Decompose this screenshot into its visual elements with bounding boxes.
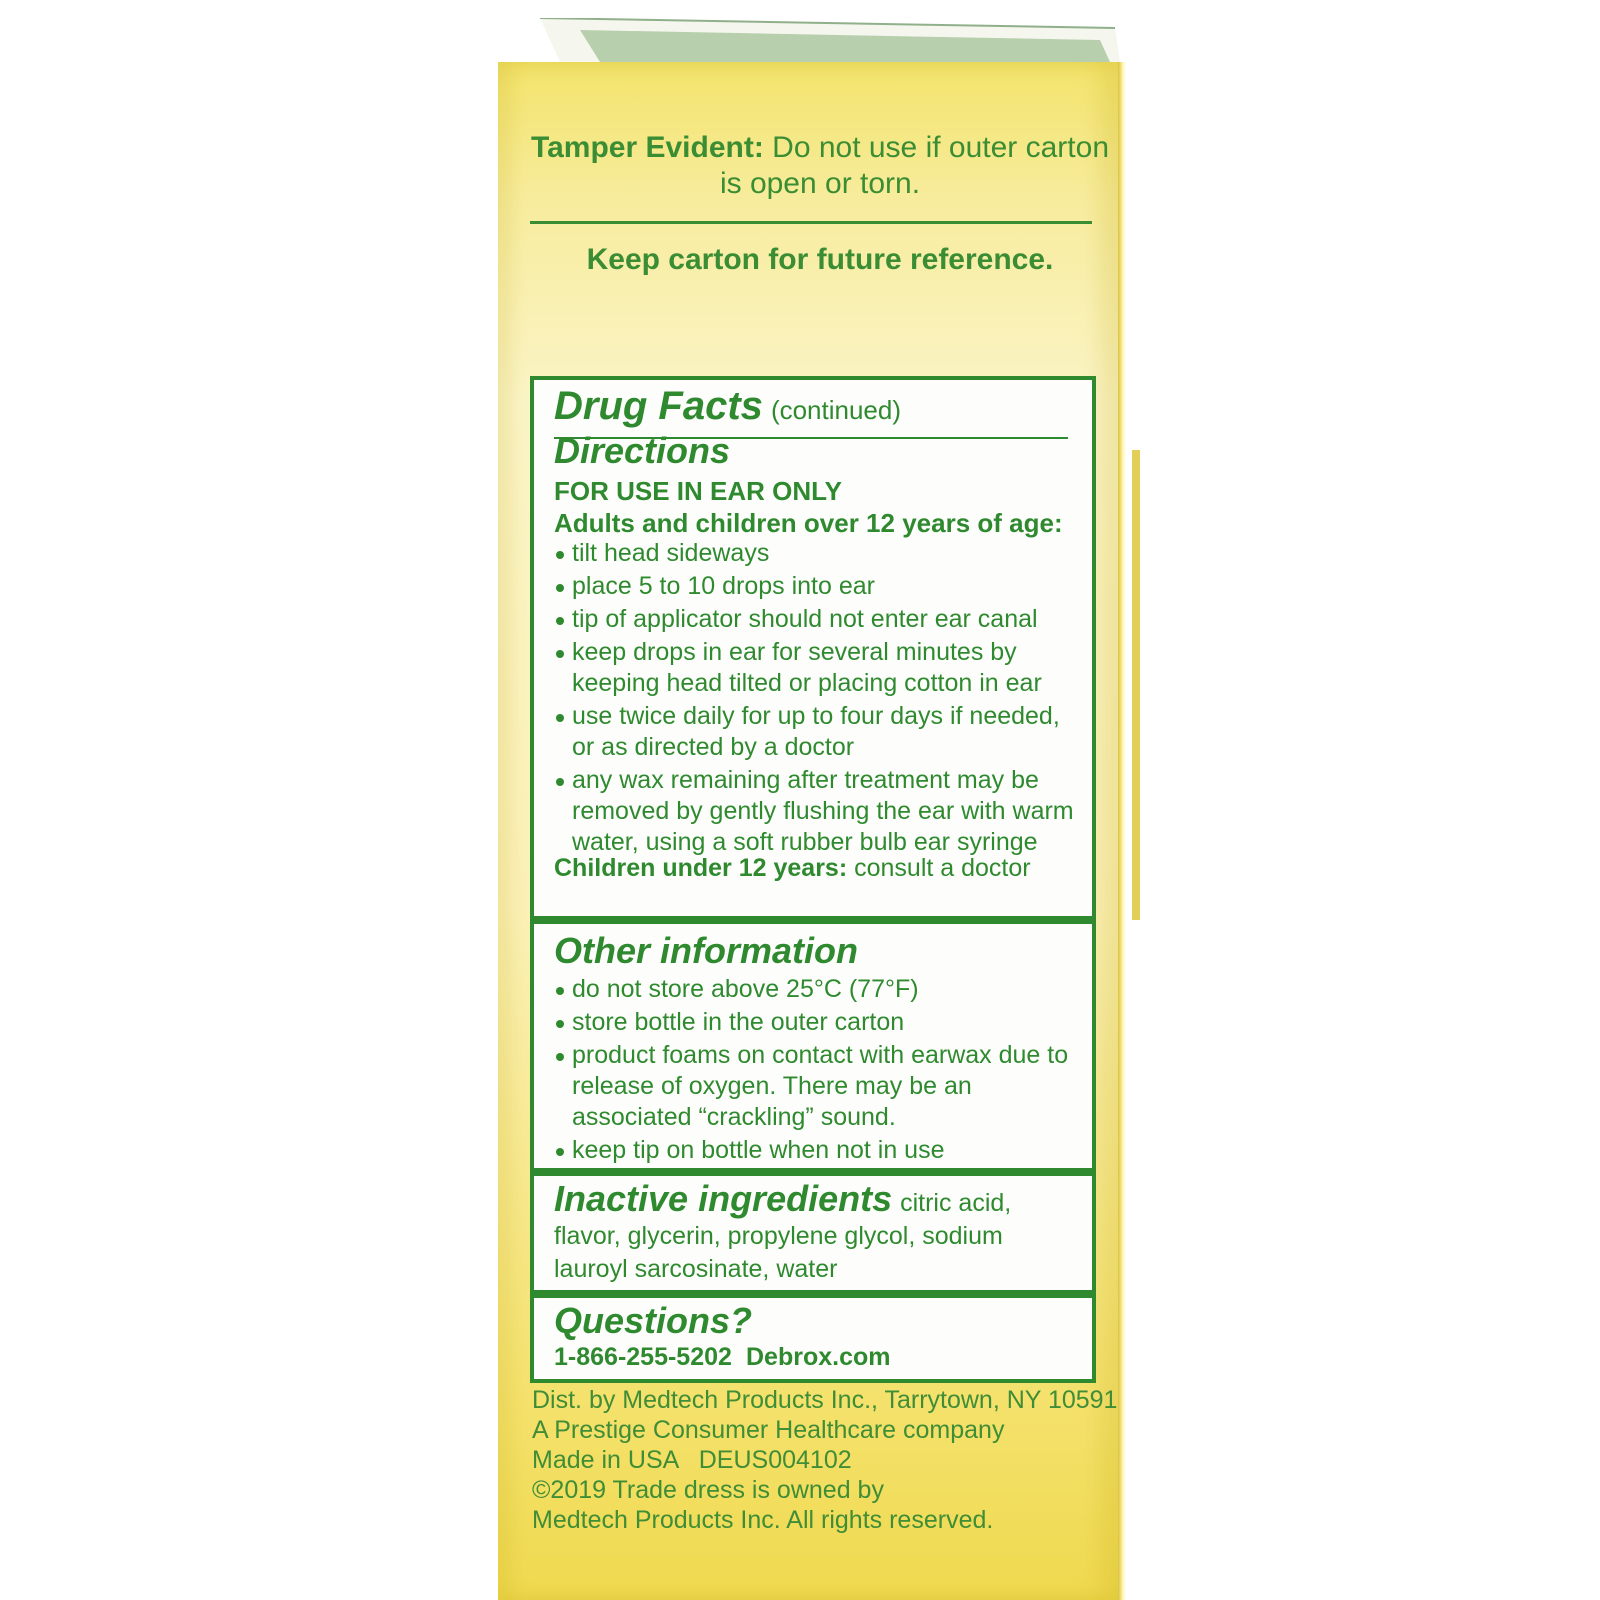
use-note: FOR USE IN EAR ONLY	[554, 476, 842, 506]
list-item: keep tip on bottle when not in use	[554, 1135, 1074, 1166]
other-information-list	[554, 974, 1074, 1168]
inactive-ingredients-text	[554, 1178, 1074, 1286]
children-text: consult a doctor	[847, 854, 1031, 882]
distributor-line: A Prestige Consumer Healthcare company	[532, 1416, 1005, 1444]
children-label: Children under 12 years:	[554, 854, 848, 882]
carton-side-tab	[1132, 450, 1140, 920]
drug-facts-title: Drug Facts	[554, 384, 763, 428]
list-item: keep drops in ear for several minutes by keeping head tilted or placing cotton in ear	[554, 637, 1074, 699]
phone-number: 1-866-255-5202	[554, 1343, 732, 1371]
adults-label: Adults and children over 12 years of age:	[554, 508, 1063, 538]
list-item: product foams on contact with earwax due to release of oxygen. There may be an associated “crackling” sound.	[554, 1040, 1074, 1133]
directions-list	[554, 538, 1074, 860]
questions-section	[534, 1298, 1092, 1379]
questions-heading: Questions?	[554, 1300, 753, 1341]
distributor-line: Made in USA DEUS004102	[532, 1446, 852, 1474]
inactive-ingredients-list: citric acid, flavor, glycerin, propylene glycol, sodium lauroyl sarcosinate, water	[554, 1189, 1012, 1283]
distributor-line: ©2019 Trade dress is owned by	[532, 1476, 884, 1504]
distributor-line: Medtech Products Inc. All rights reserved.	[532, 1506, 994, 1534]
tamper-text: Do not use if outer carton is open or torn.	[719, 131, 1110, 200]
other-information-section	[534, 924, 1092, 1168]
list-item: do not store above 25°C (77°F)	[554, 974, 1074, 1005]
list-item: tilt head sideways	[554, 538, 1074, 569]
keep-carton-notice: Keep carton for future reference.	[586, 243, 1054, 276]
inactive-ingredients-heading: Inactive ingredients	[554, 1178, 893, 1219]
list-item: any wax remaining after treatment may be removed by gently flushing the ear with warm water, using a soft rubber bulb ear syringe	[554, 765, 1074, 858]
list-item: tip of applicator should not enter ear canal	[554, 604, 1074, 635]
directions-heading: Directions	[554, 430, 731, 471]
other-information-heading: Other information	[554, 930, 858, 971]
list-item: place 5 to 10 drops into ear	[554, 571, 1074, 602]
list-item: store bottle in the outer carton	[554, 1007, 1074, 1038]
children-note	[554, 854, 1031, 883]
tamper-label: Tamper Evident:	[530, 131, 764, 164]
list-item: use twice daily for up to four days if needed, or as directed by a doctor	[554, 701, 1074, 763]
continued-label: (continued)	[770, 395, 902, 425]
distributor-line: Dist. by Medtech Products Inc., Tarrytown, NY 10591	[532, 1386, 1118, 1414]
website: Debrox.com	[746, 1343, 891, 1371]
inactive-ingredients-section	[534, 1176, 1092, 1290]
directions-section	[534, 380, 1092, 916]
distributor-info	[532, 1385, 1118, 1535]
divider	[530, 221, 1092, 224]
tamper-evident-notice	[520, 130, 1120, 202]
drug-facts-panel	[530, 376, 1096, 1383]
drug-facts-header	[554, 384, 901, 429]
carton-edge	[1118, 62, 1126, 1600]
